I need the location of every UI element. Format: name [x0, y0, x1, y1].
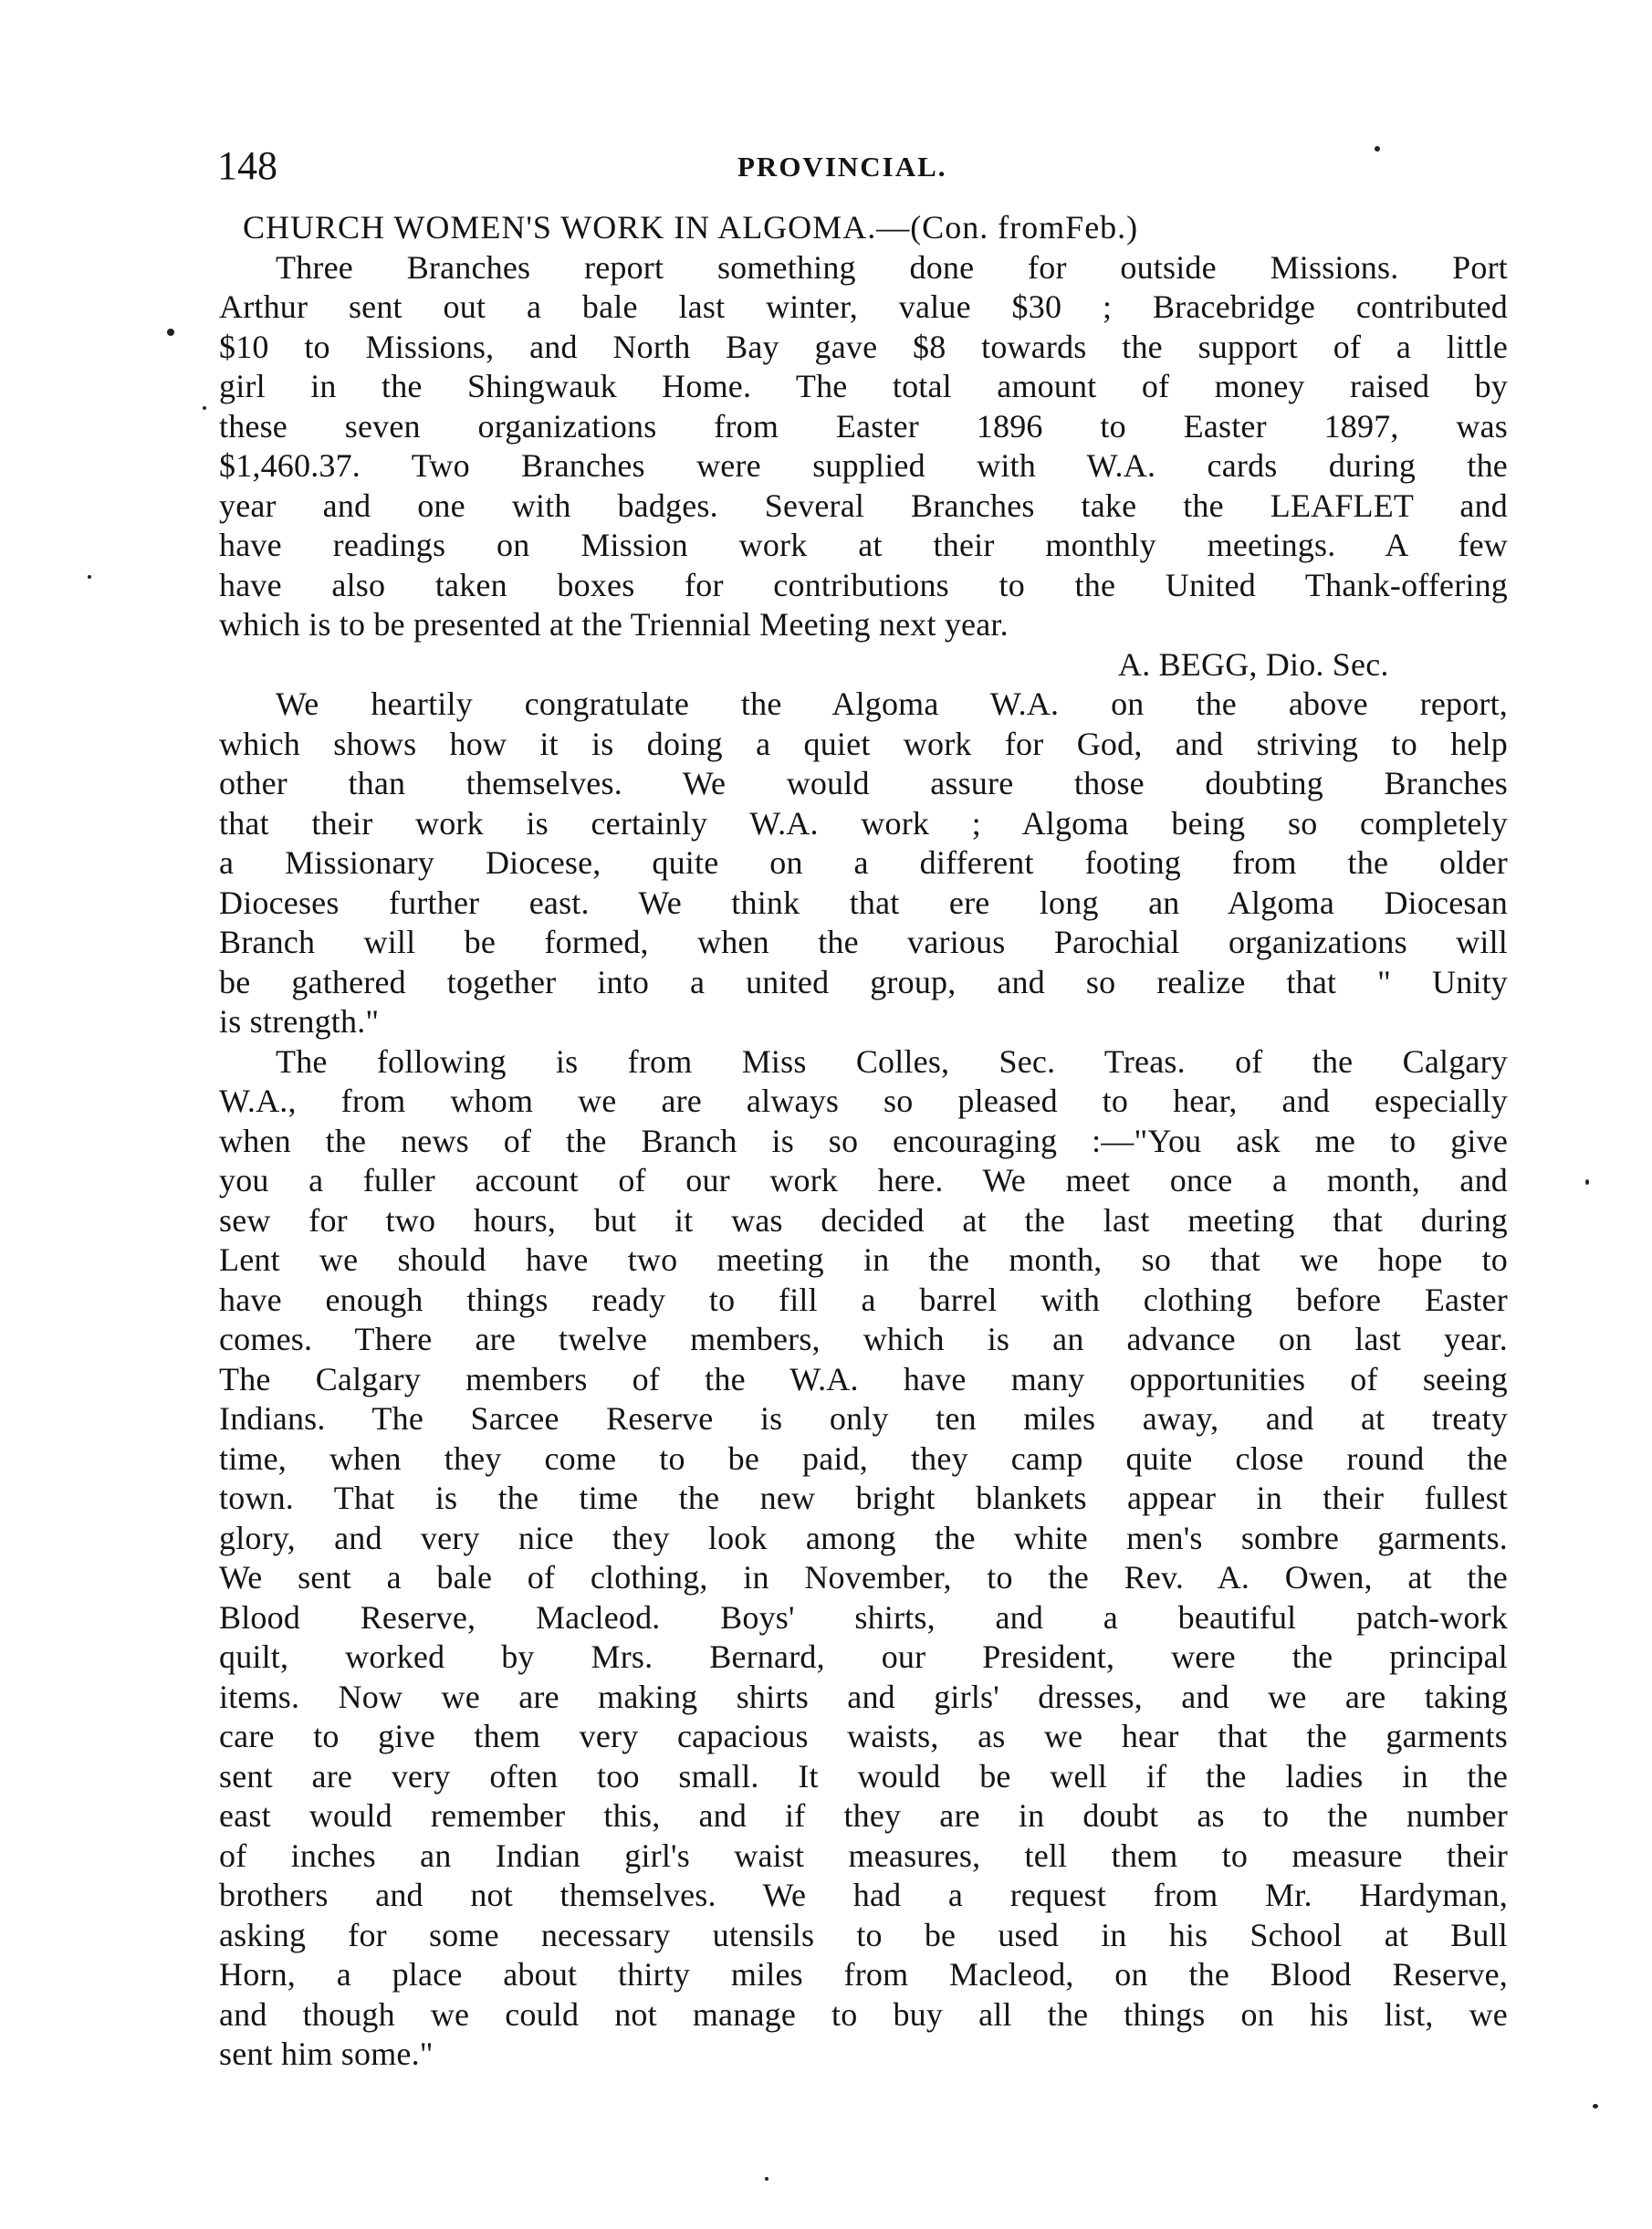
text-line: We heartily congratulate the Algoma W.A. on the above report, [276, 685, 1508, 722]
text-line: Lent we should have two meeting in the month, so that we hope to [219, 1241, 1508, 1278]
text-line: a Missionary Diocese, quite on a different footing from the older [219, 844, 1508, 881]
text-line: glory, and very nice they look among the white men's sombre garments. [219, 1519, 1508, 1556]
text-line: year and one with badges. Several Branches take the LEAFLET and [219, 487, 1508, 524]
text-line: east would remember this, and if they are in doubt as to the number [219, 1797, 1508, 1834]
text-line: time, when they come to be paid, they camp quite close round the [219, 1439, 1508, 1477]
scan-speck [765, 2177, 768, 2181]
signature: A. BEGG, Dio. Sec. [1118, 645, 1389, 683]
text-line: have also taken boxes for contributions to the United Thank-offering [219, 566, 1508, 603]
text-line: The Calgary members of the W.A. have many opportunities of seeing [219, 1360, 1508, 1397]
text-line: brothers and not themselves. We had a request from Mr. Hardyman, [219, 1877, 1508, 1913]
text-line: other than themselves. We would assure those doubting Branches [219, 765, 1508, 801]
page-header [217, 139, 1513, 194]
running-head: PROVINCIAL. [737, 151, 947, 183]
scan-speck [88, 575, 91, 579]
text-line: have readings on Mission work at their monthly meetings. A few [219, 527, 1508, 563]
text-line: these seven organizations from Easter 1896 to Easter 1897, was [219, 407, 1508, 445]
text-line: comes. There are twelve members, which is an advance on last year. [219, 1321, 1508, 1357]
text-line: be gathered together into a united group, and so realize that " Unity [219, 963, 1508, 1000]
text-line: have enough things ready to fill a barrel with clothing before Easter [219, 1281, 1508, 1318]
text-line: that their work is certainly W.A. work ; Algoma being so completely [219, 804, 1508, 842]
text-line: is strength." [219, 1003, 380, 1040]
text-line: Branch will be formed, when the various Parochial organizations will [219, 924, 1508, 960]
article-heading: CHURCH WOMEN'S WORK IN ALGOMA.—(Con. fromFeb.) [243, 209, 1139, 246]
text-line: items. Now we are making shirts and girls' dresses, and we are taking [219, 1678, 1508, 1715]
text-line: girl in the Shingwauk Home. The total amount of money raised by [219, 368, 1508, 404]
scan-speck [1593, 2104, 1598, 2109]
text-line: The following is from Miss Colles, Sec. Treas. of the Calgary [276, 1042, 1508, 1080]
text-line: sent are very often too small. It would be well if the ladies in the [219, 1757, 1508, 1795]
text-line: asking for some necessary utensils to be used in his School at Bull [219, 1916, 1508, 1953]
page-number: 148 [217, 143, 277, 188]
text-line: and though we could not manage to buy all the things on his list, we [219, 1995, 1508, 2033]
text-line: sent him some." [219, 2035, 434, 2072]
text-line: which shows how it is doing a quiet work for God, and striving to help [219, 725, 1508, 762]
text-line: you a fuller account of our work here. We meet once a month, and [219, 1162, 1508, 1198]
text-line: $1,460.37. Two Branches were supplied with W.A. cards during the [219, 447, 1508, 484]
text-line: quilt, worked by Mrs. Bernard, our President, were the principal [219, 1638, 1508, 1675]
scan-speck [1585, 1179, 1589, 1185]
text-line: which is to be presented at the Triennial Meeting next year. [219, 606, 1009, 643]
text-line: of inches an Indian girl's waist measures, tell them to measure their [219, 1837, 1508, 1874]
paragraph-3 [219, 1042, 1508, 2075]
text-line: when the news of the Branch is so encouraging :—"You ask me to give [219, 1122, 1508, 1159]
paragraph-1 [219, 248, 1508, 645]
text-line: care to give them very capacious waists, as we hear that the garments [219, 1718, 1508, 1754]
text-line: Blood Reserve, Macleod. Boys' shirts, and a beautiful patch-work [219, 1598, 1508, 1636]
paragraph-2 [219, 685, 1508, 1042]
text-line: Horn, a place about thirty miles from Macleod, on the Blood Reserve, [219, 1956, 1508, 1993]
text-line: Dioceses further east. We think that ere long an Algoma Diocesan [219, 884, 1508, 921]
text-line: town. That is the time the new bright blankets appear in their fullest [219, 1480, 1508, 1516]
text-line: We sent a bale of clothing, in November, to the Rev. A. Owen, at the [219, 1559, 1508, 1596]
scan-speck [1375, 146, 1380, 152]
text-line: Three Branches report something done for outside Missions. Port [276, 248, 1508, 286]
text-line: Indians. The Sarcee Reserve is only ten miles away, and at treaty [219, 1400, 1508, 1437]
scan-speck [167, 329, 174, 336]
text-line: Arthur sent out a bale last winter, value $30 ; Bracebridge contributed [219, 288, 1508, 325]
scan-speck [203, 406, 206, 410]
text-line: sew for two hours, but it was decided at the last meeting that during [219, 1201, 1508, 1239]
text-line: $10 to Missions, and North Bay gave $8 towards the support of a little [219, 328, 1508, 365]
text-line: W.A., from whom we are always so pleased to hear, and especially [219, 1083, 1508, 1119]
article [219, 208, 1508, 2075]
